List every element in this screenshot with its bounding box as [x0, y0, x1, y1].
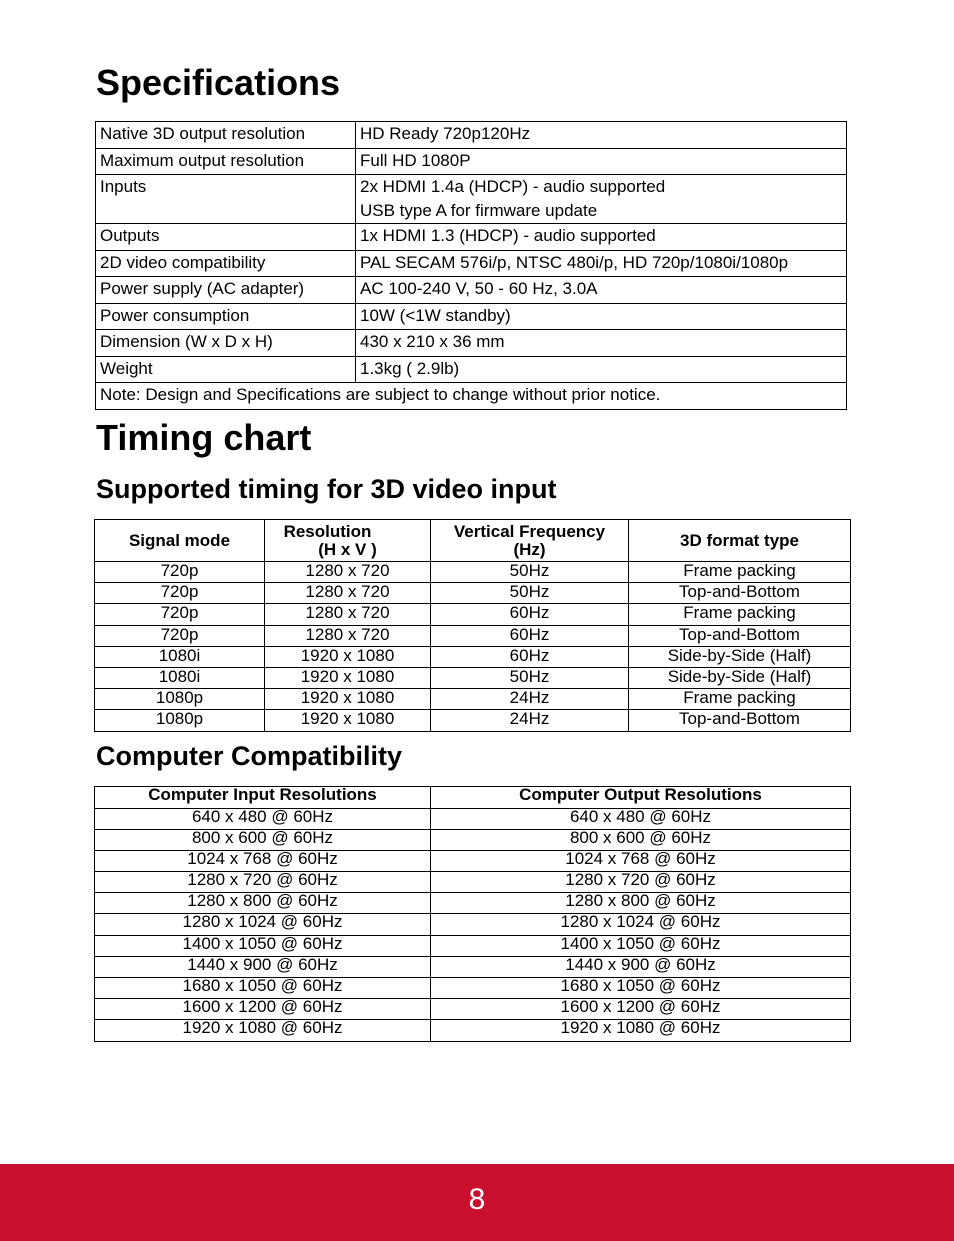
spec-row — [96, 122, 847, 149]
table-row — [95, 808, 851, 829]
table-cell: 1920 x 1080 @ 60Hz — [431, 1020, 851, 1041]
header-computer-input: Computer Input Resolutions — [95, 787, 431, 809]
table-cell: 1280 x 800 @ 60Hz — [95, 893, 431, 914]
table-cell: 1280 x 720 @ 60Hz — [431, 872, 851, 893]
table-cell: 1600 x 1200 @ 60Hz — [95, 999, 431, 1020]
table-cell: Frame packing — [629, 562, 851, 583]
spec-value — [356, 303, 847, 330]
spec-value-line: PAL SECAM 576i/p, NTSC 480i/p, HD 720p/1080i/1080p — [360, 252, 789, 272]
table-cell: 1680 x 1050 @ 60Hz — [95, 978, 431, 999]
table-cell: 720p — [95, 583, 265, 604]
table-cell: 1280 x 1024 @ 60Hz — [95, 914, 431, 935]
specifications-title: Specifications — [96, 62, 341, 103]
table-cell: 800 x 600 @ 60Hz — [431, 829, 851, 850]
spec-value — [356, 122, 847, 149]
spec-value — [356, 356, 847, 383]
table-row — [95, 956, 851, 977]
table-row — [95, 893, 851, 914]
spec-value-line: 1.3kg ( 2.9lb) — [360, 358, 460, 378]
header-vertical-frequency-line1: Vertical Frequency — [453, 521, 606, 541]
table-cell: 50Hz — [431, 667, 629, 688]
table-cell: 60Hz — [431, 646, 629, 667]
table-cell: 50Hz — [431, 562, 629, 583]
header-resolution — [265, 520, 431, 562]
table-cell: Side-by-Side (Half) — [629, 646, 851, 667]
table-row — [95, 583, 851, 604]
table-cell: 1440 x 900 @ 60Hz — [95, 956, 431, 977]
table-cell: 1280 x 1024 @ 60Hz — [431, 914, 851, 935]
table-cell: 1280 x 720 — [265, 562, 431, 583]
table-cell: 1280 x 720 — [265, 604, 431, 625]
table-row — [95, 562, 851, 583]
table-cell: 1280 x 720 — [265, 583, 431, 604]
spec-key: Dimension (W x D x H) — [96, 330, 356, 357]
table-cell: 1400 x 1050 @ 60Hz — [95, 935, 431, 956]
spec-key: Power consumption — [96, 303, 356, 330]
spec-key: Maximum output resolution — [96, 148, 356, 175]
table-cell: 720p — [95, 604, 265, 625]
spec-row — [96, 356, 847, 383]
table-cell: 1080i — [95, 646, 265, 667]
spec-value-line: USB type A for firmware update — [360, 201, 598, 220]
table-cell: 1080p — [95, 710, 265, 731]
table-cell: 60Hz — [431, 625, 629, 646]
header-vertical-frequency — [431, 520, 629, 562]
table-row — [95, 978, 851, 999]
spec-value — [356, 277, 847, 304]
spec-value — [356, 175, 847, 224]
page-number: 8 — [468, 1183, 486, 1216]
table-cell: 720p — [95, 562, 265, 583]
spec-value-line: Full HD 1080P — [360, 150, 471, 170]
table-cell: 1440 x 900 @ 60Hz — [431, 956, 851, 977]
table-row — [95, 914, 851, 935]
table-cell: 1680 x 1050 @ 60Hz — [431, 978, 851, 999]
spec-row — [96, 330, 847, 357]
spec-row — [96, 303, 847, 330]
spec-note-row — [96, 383, 847, 410]
table-row — [95, 829, 851, 850]
table-cell: 1280 x 720 @ 60Hz — [95, 872, 431, 893]
table-row — [95, 604, 851, 625]
3d-timing-subtitle: Supported timing for 3D video input — [96, 474, 557, 504]
table-cell: 24Hz — [431, 689, 629, 710]
table-cell: 1024 x 768 @ 60Hz — [431, 850, 851, 871]
header-resolution-line2: (H x V ) — [318, 539, 377, 559]
table-cell: 720p — [95, 625, 265, 646]
spec-key: Outputs — [96, 224, 356, 251]
3d-timing-table — [94, 519, 851, 732]
spec-key: Native 3D output resolution — [96, 122, 356, 149]
spec-row — [96, 175, 847, 224]
spec-key: 2D video compatibility — [96, 250, 356, 277]
table-row — [95, 850, 851, 871]
computer-compatibility-table — [94, 786, 851, 1042]
table-cell: Frame packing — [629, 689, 851, 710]
spec-value-line: 1x HDMI 1.3 (HDCP) - audio supported — [360, 226, 656, 245]
table-row — [95, 646, 851, 667]
table-row — [95, 1020, 851, 1041]
spec-row — [96, 224, 847, 251]
spec-row — [96, 277, 847, 304]
table-row — [95, 935, 851, 956]
spec-key: Power supply (AC adapter) — [96, 277, 356, 304]
spec-row — [96, 148, 847, 175]
table-row — [95, 667, 851, 688]
spec-key: Inputs — [96, 175, 356, 224]
table-cell: 1920 x 1080 @ 60Hz — [95, 1020, 431, 1041]
table-header-row — [95, 520, 851, 562]
table-cell: 1920 x 1080 — [265, 710, 431, 731]
spec-value-line: 430 x 210 x 36 mm — [360, 332, 505, 351]
table-cell: 1920 x 1080 — [265, 646, 431, 667]
table-cell: 640 x 480 @ 60Hz — [95, 808, 431, 829]
spec-value-line: HD Ready 720p120Hz — [360, 124, 531, 143]
table-cell: 1920 x 1080 — [265, 689, 431, 710]
table-row — [95, 710, 851, 731]
spec-value — [356, 330, 847, 357]
specifications-table — [95, 121, 847, 410]
computer-compatibility-title: Computer Compatibility — [96, 741, 403, 771]
table-row — [95, 872, 851, 893]
table-cell: Top-and-Bottom — [629, 625, 851, 646]
table-cell: 1080p — [95, 689, 265, 710]
table-cell: Side-by-Side (Half) — [629, 667, 851, 688]
header-3d-format-type: 3D format type — [629, 520, 851, 562]
table-row — [95, 689, 851, 710]
spec-value-line: AC 100-240 V, 50 - 60 Hz, 3.0A — [360, 279, 598, 298]
table-cell: Top-and-Bottom — [629, 583, 851, 604]
spec-key: Weight — [96, 356, 356, 383]
header-vertical-frequency-line2: (Hz) — [513, 539, 546, 559]
spec-value — [356, 148, 847, 175]
table-cell: Frame packing — [629, 604, 851, 625]
table-header-row — [95, 787, 851, 809]
table-cell: 1600 x 1200 @ 60Hz — [431, 999, 851, 1020]
table-cell: 60Hz — [431, 604, 629, 625]
timing-chart-title: Timing chart — [96, 417, 312, 458]
table-cell: 1920 x 1080 — [265, 667, 431, 688]
table-cell: 1024 x 768 @ 60Hz — [95, 850, 431, 871]
spec-value — [356, 224, 847, 251]
spec-value — [356, 250, 847, 277]
spec-value-line: 10W (<1W standby) — [360, 305, 511, 325]
spec-note: Note: Design and Specifications are subject to change without prior notice. — [96, 383, 847, 410]
table-cell: 800 x 600 @ 60Hz — [95, 829, 431, 850]
table-cell: 640 x 480 @ 60Hz — [431, 808, 851, 829]
table-cell: 1280 x 800 @ 60Hz — [431, 893, 851, 914]
table-cell: 1280 x 720 — [265, 625, 431, 646]
table-cell: 1080i — [95, 667, 265, 688]
table-row — [95, 999, 851, 1020]
spec-value-line: 2x HDMI 1.4a (HDCP) - audio supported — [360, 177, 666, 196]
table-cell: Top-and-Bottom — [629, 710, 851, 731]
table-cell: 24Hz — [431, 710, 629, 731]
table-cell: 1400 x 1050 @ 60Hz — [431, 935, 851, 956]
table-row — [95, 625, 851, 646]
table-cell: 50Hz — [431, 583, 629, 604]
spec-row — [96, 250, 847, 277]
header-resolution-line1: Resolution — [283, 521, 372, 541]
header-computer-output: Computer Output Resolutions — [431, 787, 851, 809]
header-signal-mode: Signal mode — [95, 520, 265, 562]
